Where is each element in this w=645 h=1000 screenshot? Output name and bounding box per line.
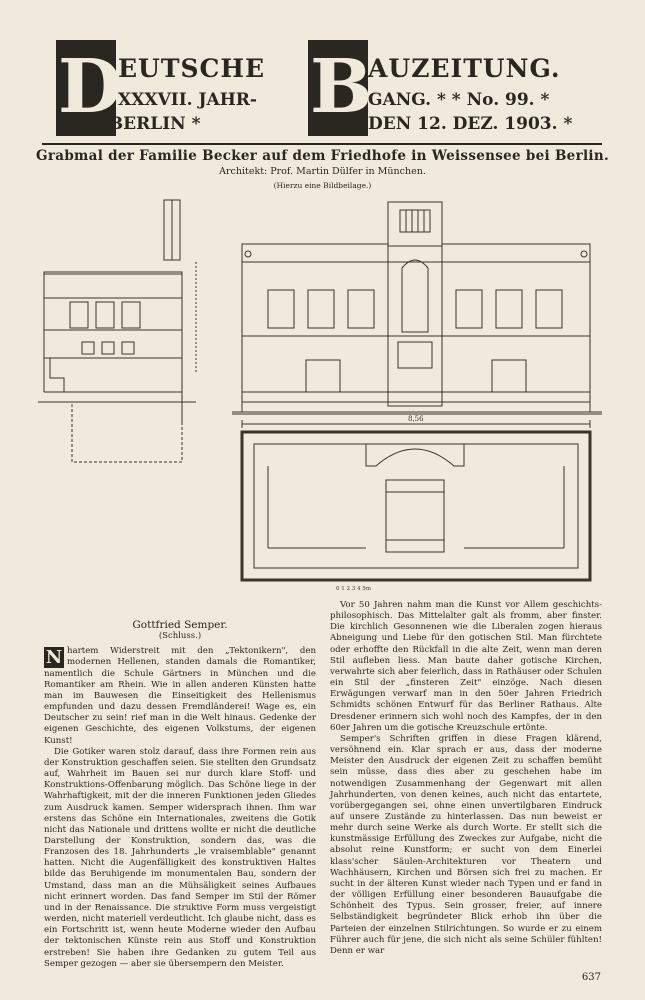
ornamental-initial-d: D [56, 40, 116, 136]
masthead-line1-right: AUZEITUNG. [368, 54, 561, 83]
paragraph: Vor 50 Jahren nahm man die Kunst vor Allem geschichts-philosophisch. Das Mittelalter galt als fromm, aber finster. Die kirchlich Gesonnenen wie die Liberalen zogen hieraus Abneigung und Liebe für den gotischen Stil. Man fürchtete oder erhoffte den Rückfall in die alte Zeit, wenn man deren Stil aufleben liess. Man baute daher gotische Kirchen, verwahrte sich aber feierlich, dass in Rathäuser oder Schulen ein Stil der „finsteren Zeit" einzöge. Nach diesen Erwägungen verwarf man in den 50er Jahren Friedrich Schmidts schönen Entwurf für das Berliner Rathaus. Alte Dresdener erinnern sich wohl noch des Kampfes, der in den 60er Jahren um die gotische Kreuzschule ertönte. [330, 600, 602, 733]
masthead [44, 40, 604, 140]
masthead-line2-left: XXXVII. JAHR- [118, 90, 257, 110]
masthead-line2-right: GANG. * * No. 99. * [368, 90, 550, 110]
paragraph: hartem Widerstreit mit den „Tektonikern", den modernen Hellenen, standen damals die Romantiker, namentlich die Schule Gärtners in München und die Romantiker am Rhein. Wie in allen anderen Künsten hatte man im Bauwesen die Einseitigkeit des Hellenismus empfunden und dazu dessen Fremdländerei! Wage es, ein Deutscher zu sein! rief man in die Welt hinaus. Gedenke der eigenen Geschichte, des eigenen Volkstums, der eigenen Kunst! [44, 646, 316, 746]
page-number: 637 [581, 972, 601, 983]
elevation-drawing [232, 202, 602, 414]
paragraph: Semper's Schriften griffen in diese Fragen klärend, versöhnend ein. Klar sprach er aus, dass der moderne Meister den Ausdruck der eigenen Zeit zu schaffen bemüht sein müsse, dass dies aber zu geschehen habe im notwendigen Zusammenhang der Gegenwart mit allen Jahrhunderten, von denen keines, auch nicht das entartete, vorübergegangen sei, ohne einen unvertilgbaren Eindruck auf unsere Zustände zu hinterlassen. Das nun beweist er mehr durch seine Werke als durch Worte. Er stellt sich die kunstmässige Erfüllung des Zweckes zur Aufgabe, nicht die absolut reine Kunstform; er sucht von dem Einerlei klass'scher Säulen-Architekturen vor Theatern und Wachhäusern, Kirchen und Börsen sich frei zu machen. Er sucht in der älteren Kunst wieder nach Typen und er fand in der völligen Erfüllung einer besonderen Bauaufgabe die Schönheit des Typus. Sein grosser, freier, auf innere Selbständigkeit begründeter Blick erhob ihn über die Parteien der einzelnen Stilrichtungen. So wurde er zu einem Führer auch für jene, die sich nicht als seine Schüler fühlten! Denn er war [330, 733, 602, 956]
section-subtitle: (Schluss.) [158, 631, 202, 642]
ornamental-initial-b: B [308, 40, 368, 136]
section-drawing [38, 200, 196, 462]
masthead-rule [42, 143, 602, 145]
plan-drawing [242, 432, 590, 580]
masthead-line3-right: DEN 12. DEZ. 1903. * [368, 114, 573, 134]
masthead-line3-left: * BERLIN * [94, 114, 201, 134]
section-title: Gottfried Semper. [132, 619, 228, 631]
scale-label: 0 1 2 3 4 5m [336, 586, 371, 592]
article-title: Grabmal der Familie Becker auf dem Friedhofe in Weissensee bei Berlin. [36, 148, 609, 164]
paragraph: Die Gotiker waren stolz darauf, dass ihre Formen rein aus der Konstruktion geschaffen seien. Sie stellten den Grundsatz auf, Wahrheit im Bauen sei nur durch klare Stoff- und Konstruktions-Offenbarung möglich. Das Schöne liege in der Wahrhaftigkeit, mit der die inneren Funktionen jeden Gliedes zum Ausdruck kamen. Semper widersprach ihnen. Ihm war erstens das Schöne ein Internationales, zweitens die Gotik nicht das Nationale und drittens wollte er nicht die deutliche Darstellung der Konstruktion, sondern das, was die Franzosen des 18. Jahrhunderts „le vraisemblable" genannt hatten. Nicht die Augenfälligkeit des konstruktiven Haltes bilde das Beruhigende im monumentalen Bau, sondern der Umstand, dass man an die Mühsäligkeit seines Aufbaues nicht erinnert worden. Das fand Semper im Stil der Römer und in der Renaissance. Die struktive Form muss vergeistigt werden, nicht materiell verdeutlicht. Ich glaube nicht, dass es ein Fortschritt ist, wenn heute Moderne wieder den Aufbau der tektonischen Künste rein aus Stoff und Konstruktion erstreben! Sie haben ihre Gedanken zu gutem Teil aus Semper gezogen — aber sie übersempern den Meister. [44, 746, 316, 969]
masthead-line1-left: EUTSCHE [118, 54, 266, 83]
article-note: (Hierzu eine Bildbeilage.) [273, 181, 372, 190]
left-column [44, 600, 316, 970]
dimension-label: 8,56 [408, 415, 424, 423]
architectural-drawing [36, 192, 606, 592]
right-column [330, 600, 602, 957]
dropcap-initial: N [45, 647, 63, 669]
article-architect: Architekt: Prof. Martin Dülfer in München. [219, 166, 426, 177]
